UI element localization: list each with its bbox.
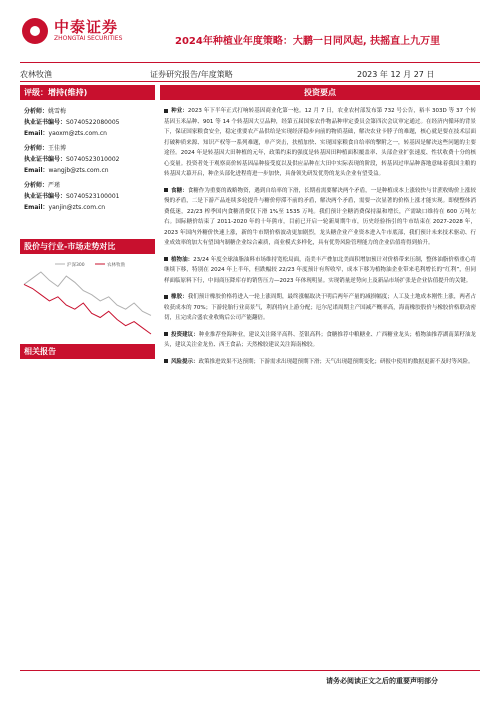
- analyst-cert-label: 执业证书编号：: [24, 119, 67, 126]
- logo-chinese: 中泰证券: [54, 18, 119, 36]
- analyst-name-value: 王佳博: [48, 145, 67, 152]
- analyst-email[interactable]: [20, 128, 155, 139]
- chart-section-title: 股价与行业-市场走势对比: [20, 239, 155, 254]
- paragraph-lead: 食糖：: [171, 187, 188, 194]
- paragraph-text: 种业推荐登海种业，建议关注隆平高科、荃银高科；食糖推荐中粮糖业、广西糖业龙头；植物油推荐湖南菜籽油龙头，建议关注金龙鱼、西王食品；天然橡胶建议关注海南橡胶。: [164, 331, 476, 348]
- analyst-email-value: wangjb@zts.com.cn: [48, 167, 109, 174]
- header-divider: [20, 62, 480, 63]
- analyst-name: [20, 143, 155, 154]
- footer-disclaimer: 请务必阅读正文之后的重要声明部分: [326, 677, 438, 685]
- paragraph-text: 我们预计橡胶价格将进入一轮上涨周期，最终涨幅取决于明后两年产量的减损幅度；人工及土地成本刚性上涨，两者占收获成本的 70%；下游轮胎行业高景气，利润将向上游分配；厄尔尼诺周期主产国减产概率高，海南橡胶股价与橡胶价格联动密切，且完成合盛农业收购后公司产能翻倍。: [164, 294, 476, 321]
- paragraph-text: 政策推进效果不达预期；下游需求出现超预期下滑；天气出现超预期变化；研报中使用的数据更新不及时等风险。: [198, 358, 474, 365]
- analyst-block: [20, 180, 155, 213]
- paragraph-lead: 橡胶：: [171, 294, 188, 300]
- bullet-icon: [164, 109, 168, 113]
- analyst-email[interactable]: [20, 165, 155, 176]
- paragraph-lead: 风险提示：: [171, 358, 199, 365]
- highlights-title: 投资要点: [160, 85, 480, 100]
- bullet-icon: [164, 295, 168, 299]
- bullet-icon: [164, 257, 168, 261]
- logo-icon: [22, 18, 48, 44]
- highlight-paragraph: [164, 186, 476, 249]
- analyst-cert-label: 执业证书编号：: [24, 193, 67, 200]
- logo-english: ZHONGTAI SECURITIES: [54, 35, 123, 42]
- bullet-icon: [164, 188, 168, 192]
- analyst-block: [20, 143, 155, 176]
- analyst-email-value: yanjin@zts.com.cn: [48, 204, 106, 211]
- paragraph-text: 2023 年下半年正式打响转基因商业化第一枪。12 月 7 日，农业农村部发布第 732 号公告，裕丰 303D 等 37 个转基因玉米品种、901 等 14 个转基因大豆品种，经第五届国家农作物品种审定委员会第四次会议审定通过。在经济内循环的背景下，保证国家粮食安全，稳定重要农产品供给是实现经济稳步向前的物质基础，解决农业卡脖子的难题，核心就是要在技术层面打破种质来源、知识产权等一系列难题，单产突击，扶植加快、实现国家粮食自给率的擊附之一，转基因是解决这些问题的主要途径。2024 年是转基因大田种植的元年，政策约束的强度是转基因田种植面积覆盖率、头部企业扩张速度、性状收费十分的核心变量。投资者处于观察高价转基因品种接受度以及供应品种在大田中实际表现的阶段，转基因过审品种落地意味着我国主粮的转基因大幕开启，种企头部化进程将进一步加快，具备领先研发优势的龙头企业有望受益。: [164, 108, 476, 177]
- analyst-name-value: 姚雪梅: [48, 108, 67, 115]
- analyst-name-value: 严瑾: [48, 182, 61, 189]
- legend-label: 农林牧渔: [107, 263, 125, 268]
- analyst-cert: [20, 117, 155, 128]
- analyst-email-value: yaoxm@zts.com.cn: [48, 130, 107, 137]
- bullet-icon: [164, 332, 168, 336]
- investment-highlights: [160, 85, 480, 367]
- analyst-cert: [20, 191, 155, 202]
- paragraph-lead: 投资建议：: [171, 331, 199, 338]
- analyst-email-label: Email：: [24, 130, 49, 137]
- analyst-email-label: Email：: [24, 167, 49, 174]
- report-type: 证券研究报告/年度策略: [150, 70, 233, 79]
- series-line: [24, 284, 151, 334]
- highlight-paragraph: [164, 255, 476, 287]
- analyst-cert-label: 执业证书编号：: [24, 156, 67, 163]
- highlight-paragraph: [164, 357, 476, 368]
- report-title: 2024年种植业年度策略：大鹏一日同风起, 扶摇直上九万里: [175, 36, 441, 47]
- analyst-block: [20, 106, 155, 139]
- analyst-email-label: Email：: [24, 204, 49, 211]
- rating-bar: 评级：增持(维持): [20, 85, 155, 100]
- highlight-paragraph: [164, 106, 476, 180]
- price-chart: [20, 258, 155, 340]
- analyst-name-label: 分析师：: [24, 182, 49, 189]
- paragraph-text: 食糖作为重要的战略物资，遇到自给率的下滑，长期看需要解决两个矛盾，一是种植成本上涨较快与甘蔗收购价上涨较慢的矛盾，二是下游产品连续多轮提升与糖价停滞不前的矛盾，解决两个矛盾，需要一次显著的价格上涨才能实现。即便整体消费低迷，22/23 榨季国内食糖消费仅下滑 1%至 1535 万吨。我们预计全糖消费保持温和增长，产需缺口维持在 600 万吨左右。国际糖价结束了 2011-2020 年的十年熊市，目前已开启一轮新周期牛市，历史经验指引的牛市结束在 2027-2028 年，2023 年国内外糖价快速上涨，新的牛市期价格波动更加剧烈，龙头糖企业产业资本进入牛市底部，我们预计未来技术驱动、行业成效率的加大有望国内制糖企业综合素质，商业模式多样化，具有优势风险管理能力的企业估值将得到抬升。: [164, 187, 476, 246]
- price-chart-svg: [20, 258, 155, 340]
- paragraph-lead: 植物油：: [171, 256, 194, 263]
- meta-divider: [20, 81, 480, 82]
- analyst-name: [20, 180, 155, 191]
- highlight-paragraph: [164, 330, 476, 351]
- left-sidebar: [20, 85, 155, 359]
- legend-label: 沪深300: [67, 263, 85, 268]
- analyst-cert: [20, 154, 155, 165]
- analyst-cert-value: S0740523010002: [66, 156, 120, 163]
- company-logo: [22, 18, 122, 44]
- paragraph-lead: 种业：: [171, 108, 188, 114]
- footer-divider: [20, 670, 480, 671]
- highlight-paragraphs: [160, 106, 480, 367]
- highlight-paragraph: [164, 292, 476, 324]
- sector-label: 农林牧渔: [20, 70, 52, 79]
- analyst-cert-value: S0740522080005: [66, 119, 120, 126]
- analyst-email[interactable]: [20, 202, 155, 213]
- related-reports-title: 相关报告: [20, 344, 155, 359]
- analyst-list: [20, 106, 155, 213]
- analyst-cert-value: S0740523100001: [66, 193, 120, 200]
- report-date: 2023 年 12 月 27 日: [357, 70, 435, 79]
- analyst-name-label: 分析师：: [24, 108, 49, 115]
- analyst-name: [20, 106, 155, 117]
- paragraph-text: 23/24 年度全球油脂油料市场维持宽松局面，南美丰产叠加北美面积增加预计对价格带来压制，整体油脂价格重心将继续下移，特别在 2024 年上半年，但跌幅较 22/23 年度预计有所收窄，成本下移为植物油企业带来毛利增长的“红利”，但同样面临原料下行，中间商压降库存的销售压力—2023 年体现明显。实现销量逆势向上及新品市场扩张是企业估值提升的关键。: [164, 256, 476, 284]
- analyst-name-label: 分析师：: [24, 145, 49, 152]
- bullet-icon: [164, 359, 168, 363]
